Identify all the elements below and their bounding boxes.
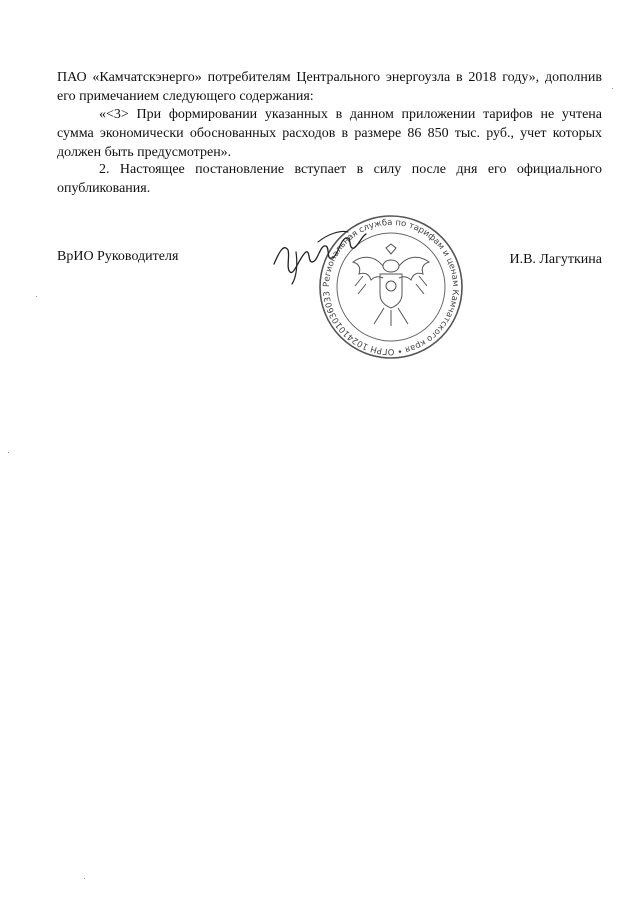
paragraph-note: «<3> При формировании указанных в данном приложении тарифов не учтена сумма экономически обоснованных расходов в размере 86 850 тыс. руб., учет которых должен быть предусмотрен».	[57, 107, 602, 160]
scan-speck	[8, 452, 9, 453]
paragraph-effective-date: 2. Настоящее постановление вступает в силу после дня его официального опубликования.	[57, 162, 602, 196]
scan-speck	[84, 878, 85, 879]
paragraph-continuation: ПАО «Камчатскэнерго» потребителям Центрального энергоузла в 2018 году», дополнив его примечанием следующего содержания:	[57, 70, 602, 104]
scan-speck	[36, 296, 37, 297]
scan-speck	[612, 88, 613, 89]
signatory-title: ВрИО Руководителя	[57, 249, 179, 264]
signatory-name: И.В. Лагуткина	[509, 252, 602, 267]
svg-text:Региональная служба по тарифам: Региональная служба по тарифам и ценам Камчатского края • ОГРН 1024101036033	[321, 217, 461, 357]
handwritten-signature	[268, 222, 368, 288]
